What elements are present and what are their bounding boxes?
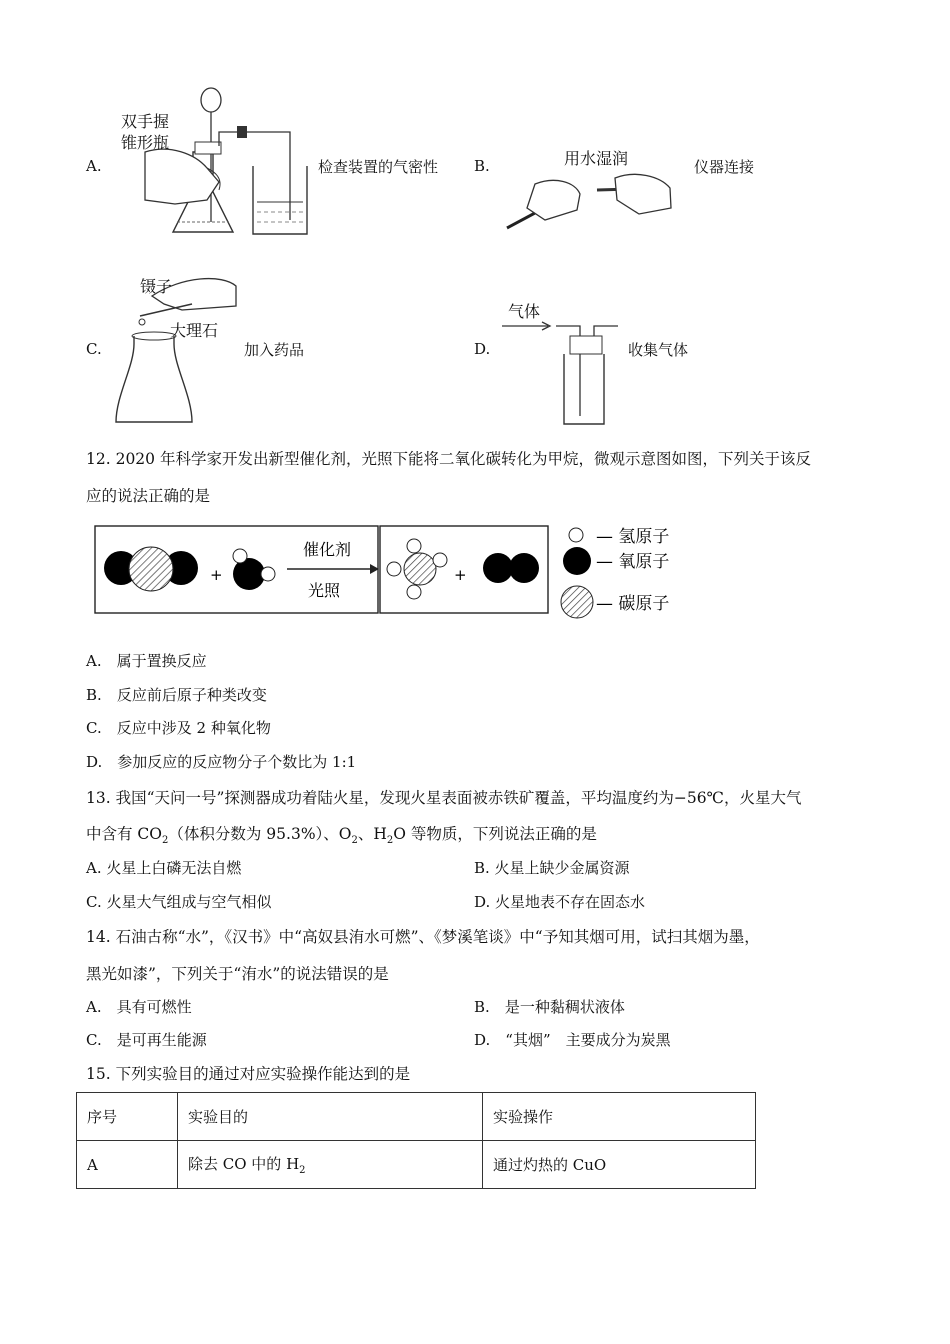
header-purpose: 实验目的 xyxy=(178,1093,483,1141)
q12-option-b: B. 反应前后原子种类改变 xyxy=(86,686,267,704)
fig-label-marble: 大理石 xyxy=(170,321,219,340)
light-label: 光照 xyxy=(308,581,341,600)
q13-stem-line1: 13. 我国“天问一号”探测器成功着陆火星，发现火星表面被赤铁矿覆盖，平均温度约为−56℃，火星大气 xyxy=(86,789,802,807)
co2-molecule xyxy=(104,547,198,591)
legend-oxygen-label: — 氧原子 xyxy=(596,552,670,572)
fig-label-gas: 气体 xyxy=(508,302,541,321)
option-b-letter: B. xyxy=(474,157,490,175)
fig-label-tweezers: 镊子 xyxy=(140,277,173,296)
experiment-table xyxy=(76,1092,756,1189)
option-d-caption: 收集气体 xyxy=(628,341,689,359)
q12-stem-line2: 应的说法正确的是 xyxy=(86,487,211,505)
legend-hydrogen-label: — 氢原子 xyxy=(596,527,670,547)
q14-stem-line2: 黑光如漆”，下列关于“洧水”的说法错误的是 xyxy=(86,965,389,983)
q14-option-a: A. 具有可燃性 xyxy=(86,998,192,1016)
option-d-letter: D. xyxy=(474,340,491,358)
q14-option-d: D. “其烟” 主要成分为炭黑 xyxy=(474,1031,671,1049)
option-a-letter: A. xyxy=(86,157,102,175)
option-b-caption: 仪器连接 xyxy=(694,158,755,176)
tube-connect-figure xyxy=(505,168,690,234)
airtight-check-figure xyxy=(115,82,320,242)
q15-stem: 15. 下列实验目的通过对应实验操作能达到的是 xyxy=(86,1065,411,1083)
header-operation: 实验操作 xyxy=(483,1093,756,1141)
q12-option-d: D. 参加反应的反应物分子个数比为 1:1 xyxy=(86,753,357,771)
legend-carbon-symbol xyxy=(561,586,593,618)
legend-oxygen-symbol xyxy=(563,547,591,575)
q14-stem-line1: 14. 石油古称“水”，《汉书》中“高奴县洧水可燃”、《梦溪笔谈》中“予知其烟可用，试扫其烟为墨， xyxy=(86,928,760,946)
plus-sign-1: + xyxy=(210,566,223,584)
q14-option-b: B. 是一种黏稠状液体 xyxy=(474,998,625,1016)
header-number: 序号 xyxy=(77,1093,178,1141)
q12-option-a: A. 属于置换反应 xyxy=(86,652,207,670)
table-header-row xyxy=(77,1093,756,1141)
legend-carbon-label: — 碳原子 xyxy=(596,594,670,614)
q13-option-b: B. 火星上缺少金属资源 xyxy=(474,859,630,877)
fig-label-flask: 锥形瓶 xyxy=(121,133,170,152)
legend-hydrogen-symbol xyxy=(569,528,583,542)
q12-stem-line1: 12. 2020 年科学家开发出新型催化剂，光照下能将二氧化碳转化为甲烷，微观示意图如图，下列关于该反 xyxy=(86,450,811,468)
q13-option-d: D. 火星地表不存在固态水 xyxy=(474,893,646,911)
q13-option-c: C. 火星大气组成与空气相似 xyxy=(86,893,272,911)
q14-option-c: C. 是可再生能源 xyxy=(86,1031,207,1049)
row-operation: 通过灼热的 CuO xyxy=(483,1141,756,1189)
catalyst-label: 催化剂 xyxy=(303,540,352,559)
q13-option-a: A. 火星上白磷无法自燃 xyxy=(86,859,242,877)
plus-sign-2: + xyxy=(454,566,467,584)
gas-collect-figure xyxy=(500,318,625,428)
reaction-diagram xyxy=(92,522,692,620)
row-id: A xyxy=(77,1141,178,1189)
option-c-caption: 加入药品 xyxy=(244,341,305,359)
option-c-letter: C. xyxy=(86,340,102,358)
fig-label-hold-hands: 双手握 xyxy=(121,112,170,131)
option-a-caption: 检查装置的气密性 xyxy=(318,158,439,176)
fig-label-wet: 用水湿润 xyxy=(564,149,629,168)
q13-stem-line2: 中含有 $CO_2$（体积分数为 95.3%）、$O_2$、$H_2O$ 等物质，下列说法正确的是 xyxy=(86,825,597,847)
add-reagent-figure xyxy=(112,266,244,428)
q12-option-c: C. 反应中涉及 2 种氧化物 xyxy=(86,719,271,737)
table-row xyxy=(77,1141,756,1189)
row-purpose: 除去 CO 中的 $H_2$ xyxy=(178,1141,483,1189)
